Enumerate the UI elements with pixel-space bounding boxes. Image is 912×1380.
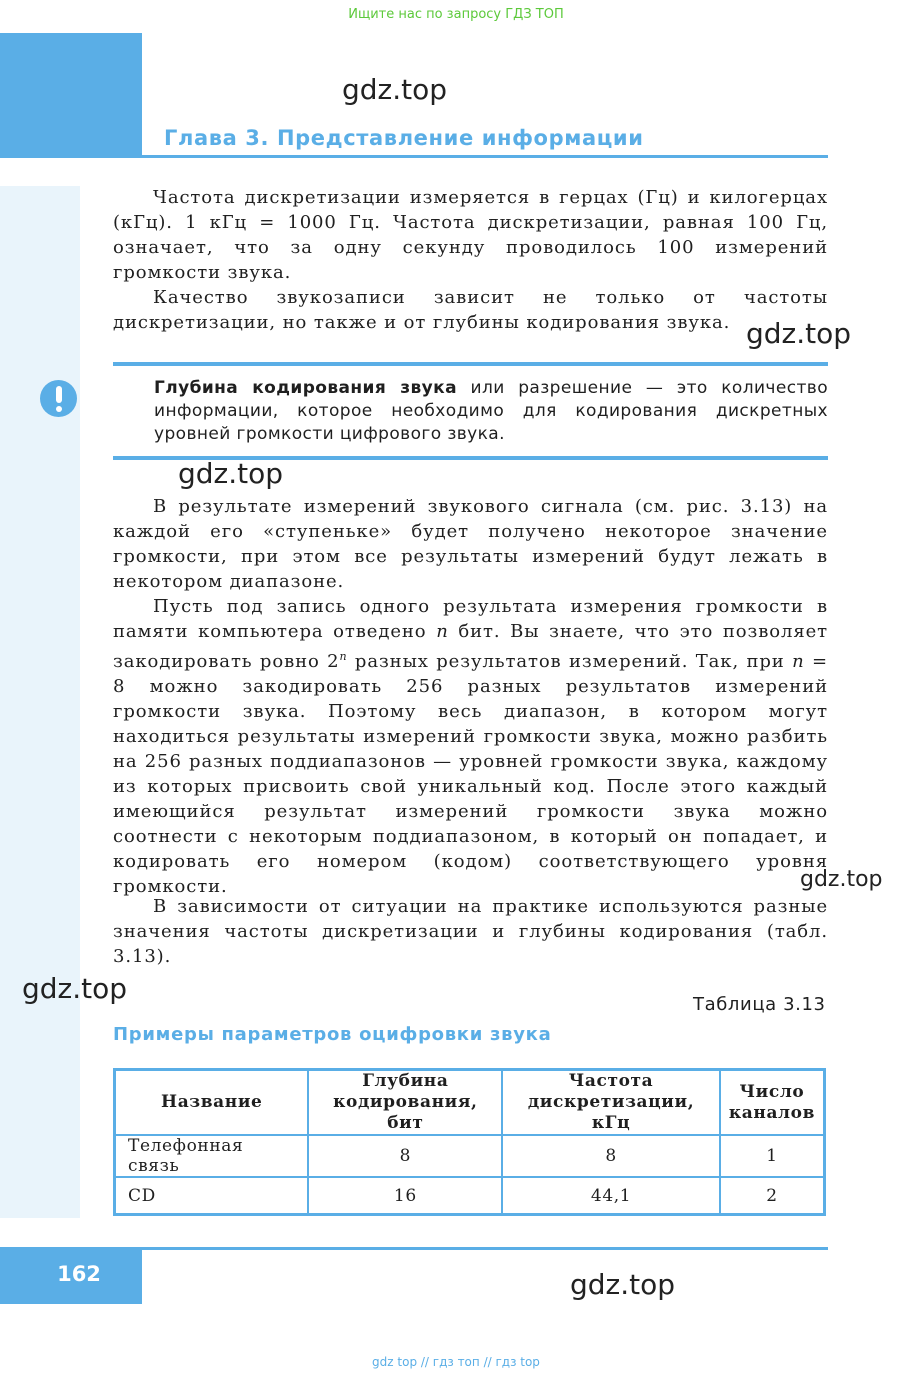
watermark: gdz.top <box>746 317 852 350</box>
top-banner: Ищите нас по запросу ГДЗ ТОП <box>348 7 564 22</box>
watermark: gdz.top <box>570 1268 676 1301</box>
table-title: Примеры параметров оцифровки звука <box>113 1024 552 1045</box>
table-cell: 8 <box>502 1135 720 1177</box>
watermark: gdz.top <box>22 972 128 1005</box>
watermark: gdz.top <box>178 457 284 490</box>
table-row <box>115 1135 825 1177</box>
watermark: gdz.top <box>800 867 883 892</box>
column-header: Название <box>115 1070 309 1136</box>
header-rule <box>142 155 828 158</box>
chapter-title: Глава 3. Представление информации <box>164 126 644 150</box>
table-cell: Телефонная связь <box>115 1135 309 1177</box>
header-color-block <box>0 33 142 158</box>
table-caption: Таблица 3.13 <box>693 994 826 1015</box>
exclamation-icon <box>40 380 77 417</box>
watermark: gdz.top <box>342 73 448 106</box>
paragraph-4: Пусть под запись одного результата измерения громкости в памяти компьютера отведено n бит. Вы знаете, что это позволяет закодировать ровно 2$^n$ разных результатов измерений. Так, при n = 8 можно закодировать 256 разных результатов измерений громкости звука. Поэтому весь диапазон, в котором могут находиться результаты измерений громкости звука, можно разбить на 256 разных поддиапазонов — уровней громкости звука, каждому из которых присвоить свой уникальный код. После этого каждый имеющийся результат измерений громкости звука можно соотнести с некоторым поддиапазоном, в который он попадает, и кодировать его номером (кодом) соответствующего уровня громкости. <box>113 596 829 897</box>
definition-rule-top <box>113 362 828 366</box>
table-cell: CD <box>115 1177 309 1215</box>
column-header: Частота дискретизации, кГц <box>502 1070 720 1136</box>
page-number: 162 <box>57 1262 101 1286</box>
table-cell: 8 <box>308 1135 502 1177</box>
side-strip <box>0 186 80 1218</box>
paragraph-2: Качество звукозаписи зависит не только от частоты дискретизации, но также и от глубины кодирования звука. <box>113 287 828 333</box>
table-header-row <box>115 1070 825 1136</box>
table-cell: 44,1 <box>502 1177 720 1215</box>
table-cell: 1 <box>720 1135 825 1177</box>
paragraph-5: В зависимости от ситуации на практике используются разные значения частоты дискретизации и глубины кодирования (табл. 3.13). <box>113 896 828 967</box>
column-header: Глубина кодирования, бит <box>308 1070 502 1136</box>
parameters-table <box>113 1068 826 1216</box>
column-header: Число каналов <box>720 1070 825 1136</box>
table-cell: 16 <box>308 1177 502 1215</box>
table-cell: 2 <box>720 1177 825 1215</box>
definition-box: Глубина кодирования звука или разрешение — это количество информации, которое необходимо для кодирования дискретных уровней громкости цифрового звука. <box>154 378 828 444</box>
table-row <box>115 1177 825 1215</box>
paragraph-3: В результате измерений звукового сигнала (см. рис. 3.13) на каждой его «ступеньке» будет получено некоторое значение громкости, при этом все результаты измерений будут лежать в некотором диапазоне. <box>113 496 828 592</box>
definition-term: Глубина кодирования звука <box>154 378 457 398</box>
paragraph-1: Частота дискретизации измеряется в герцах (Гц) и килогерцах (кГц). 1 кГц = 1000 Гц. Частота дискретизации, равная 100 Гц, означает, что за одну секунду проводилось 100 измерений громкости звука. <box>113 187 828 283</box>
bottom-links[interactable]: gdz top // гдз топ // гдз top <box>372 1355 540 1369</box>
